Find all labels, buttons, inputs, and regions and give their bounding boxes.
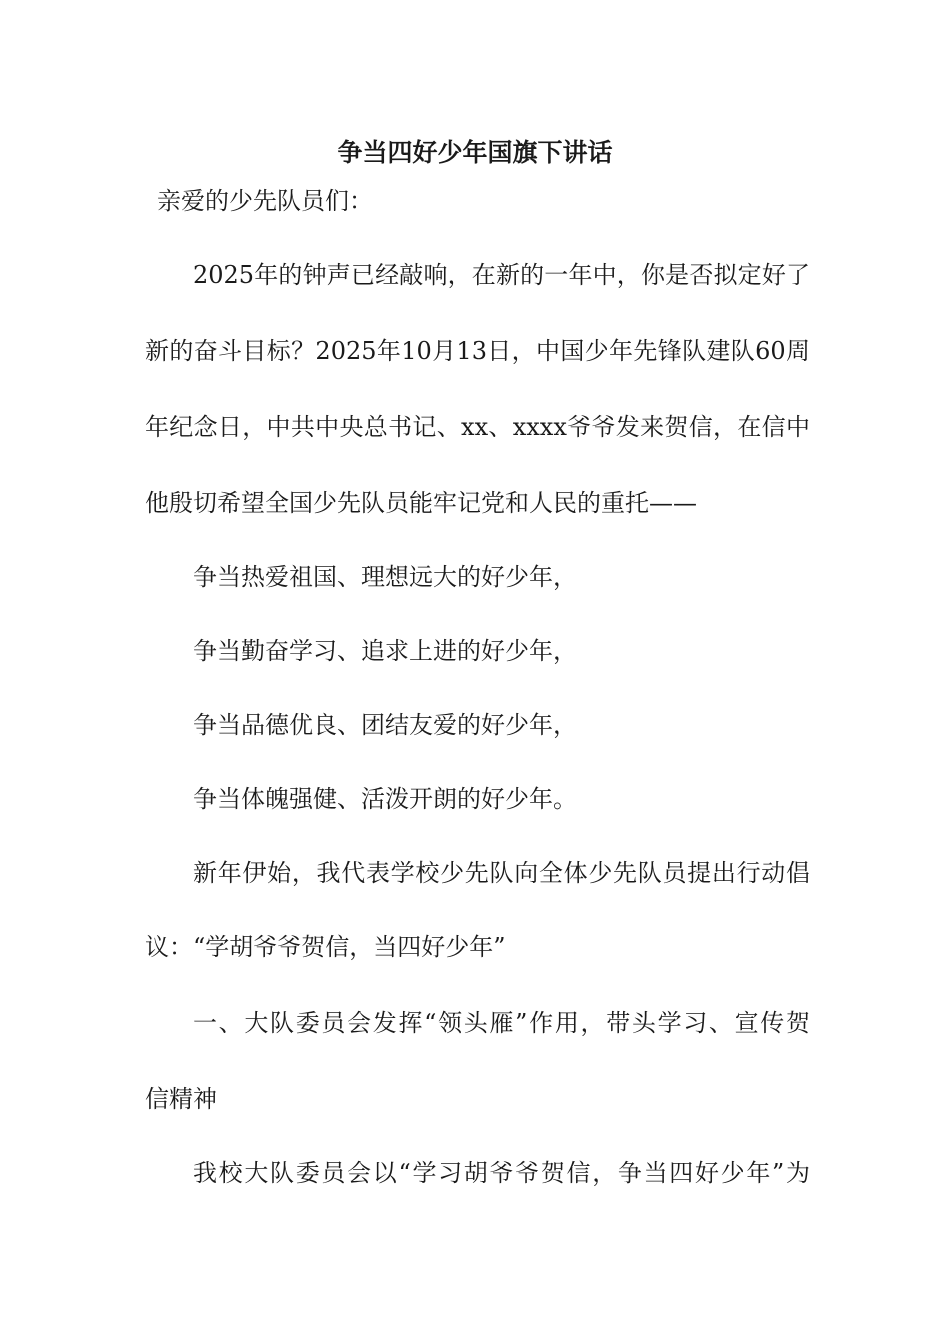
- paragraph-line: 2025年的钟声已经敲响，在新的一年中，你是否拟定好了: [193, 261, 810, 289]
- paragraph-line: 他殷切希望全国少先队员能牢记党和人民的重托——: [145, 489, 697, 517]
- document-title: 争当四好少年国旗下讲话: [337, 138, 613, 167]
- salutation: 亲爱的少先队员们：: [157, 187, 373, 215]
- paragraph-line: 争当勤奋学习、追求上进的好少年，: [193, 637, 577, 665]
- paragraph-line: 新的奋斗目标？2025年10月13日，中国少年先锋队建队60周: [145, 337, 810, 365]
- paragraph-line: 争当热爱祖国、理想远大的好少年，: [193, 563, 577, 591]
- paragraph-line: 新年伊始，我代表学校少先队向全体少先队员提出行动倡: [193, 859, 810, 887]
- paragraph-line: 信精神: [145, 1085, 217, 1113]
- paragraph-line: 议：“学胡爷爷贺信，当四好少年”: [145, 933, 506, 961]
- paragraph-line: 争当体魄强健、活泼开朗的好少年。: [193, 785, 577, 813]
- paragraph-line: 一、大队委员会发挥“领头雁”作用，带头学习、宣传贺: [193, 1009, 810, 1037]
- paragraph-line: 年纪念日，中共中央总书记、xx、xxxx爷爷发来贺信，在信中: [145, 413, 810, 441]
- paragraph-line: 争当品德优良、团结友爱的好少年，: [193, 711, 577, 739]
- paragraph-line: 我校大队委员会以“学习胡爷爷贺信，争当四好少年”为: [193, 1159, 810, 1187]
